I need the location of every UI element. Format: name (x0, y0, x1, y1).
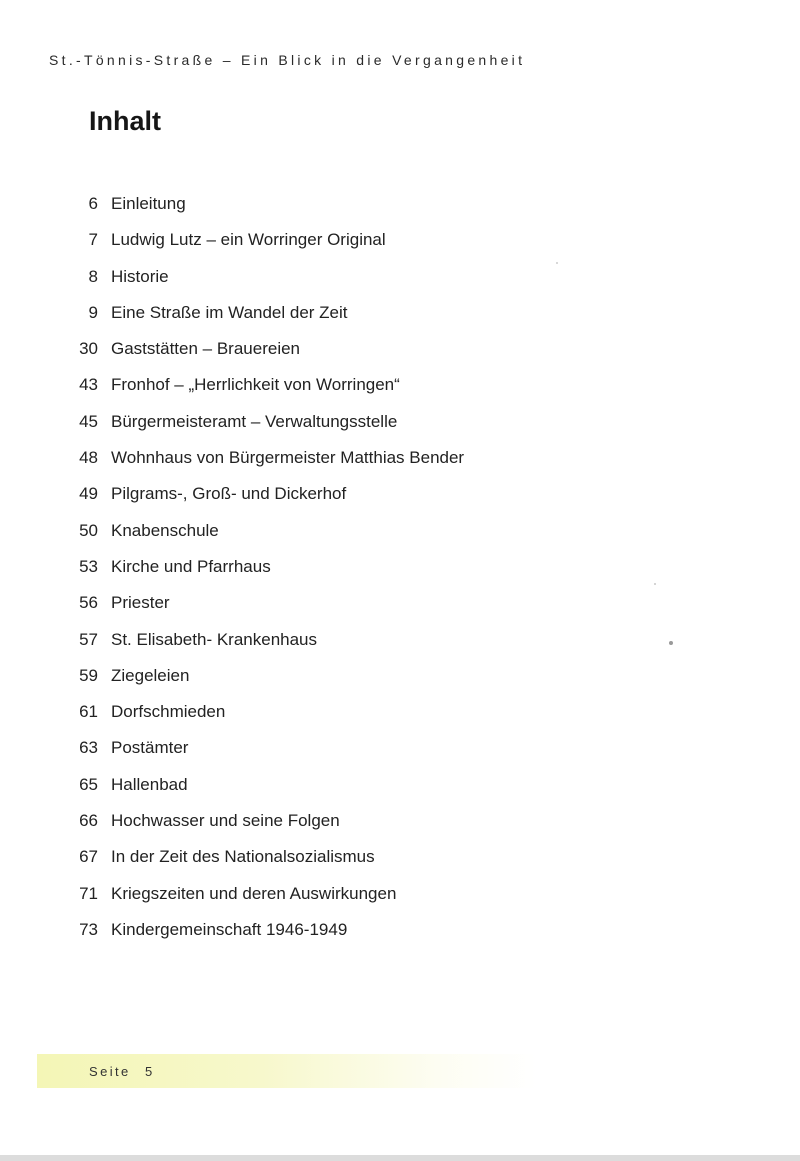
toc-entry (0, 622, 800, 658)
toc-entry (0, 295, 800, 331)
scan-speck (556, 262, 558, 264)
toc-page-number: 66 (79, 811, 98, 831)
toc-entry (0, 839, 800, 875)
toc-entry (0, 367, 800, 403)
toc-entry-title: St. Elisabeth- Krankenhaus (111, 629, 318, 649)
page-title: Inhalt (89, 106, 161, 136)
toc-entry (0, 222, 800, 258)
toc-entry-title: Pilgrams-, Groß- und Dickerhof (111, 484, 347, 504)
toc-page-number: 48 (79, 448, 98, 468)
footer-page-number: 5 (145, 1064, 153, 1079)
scan-speck (669, 641, 673, 645)
toc-entry (0, 730, 800, 766)
footer-band (37, 1054, 537, 1088)
running-header: St.-Tönnis-Straße – Ein Blick in die Vergangenheit (49, 52, 526, 68)
footer-page-label: Seite (89, 1064, 131, 1079)
toc-entry (0, 259, 800, 295)
toc-entry-title: Kriegszeiten und deren Auswirkungen (111, 883, 397, 903)
toc-page-number: 73 (79, 919, 98, 939)
toc-entry-title: Postämter (111, 738, 189, 758)
toc-page-number: 8 (88, 266, 98, 286)
toc-page-number: 57 (79, 629, 98, 649)
toc-page-number: 67 (79, 847, 98, 867)
toc-entry-title: Knabenschule (111, 520, 219, 540)
toc-entry (0, 876, 800, 912)
toc-page-number: 53 (79, 556, 98, 576)
toc-entry (0, 912, 800, 948)
toc-entry-title: Kirche und Pfarrhaus (111, 556, 271, 576)
toc-page-number: 9 (88, 302, 98, 322)
toc-entry (0, 513, 800, 549)
scan-speck (654, 583, 656, 585)
toc-entry-title: Fronhof – „Herrlichkeit von Worringen“ (111, 375, 400, 395)
toc-entry-title: Wohnhaus von Bürgermeister Matthias Bender (111, 448, 465, 468)
toc-page-number: 50 (79, 520, 98, 540)
toc-page-number: 49 (79, 484, 98, 504)
scan-edge (0, 1155, 800, 1161)
toc-entry (0, 803, 800, 839)
toc-page-number: 63 (79, 738, 98, 758)
toc-entry-title: Eine Straße im Wandel der Zeit (111, 302, 348, 322)
toc-page-number: 56 (79, 593, 98, 613)
toc-entry-title: Hochwasser und seine Folgen (111, 811, 340, 831)
toc-entry-title: Dorfschmieden (111, 702, 226, 722)
toc-entry-title: Gaststätten – Brauereien (111, 339, 301, 359)
toc-entry-title: Ludwig Lutz – ein Worringer Original (111, 230, 386, 250)
toc-page-number: 71 (79, 883, 98, 903)
toc-entry-title: Kindergemeinschaft 1946-1949 (111, 919, 348, 939)
toc-entry (0, 658, 800, 694)
toc-entry-title: Einleitung (111, 194, 186, 213)
toc-entry-title: Ziegeleien (111, 665, 190, 685)
toc-entry-title: In der Zeit des Nationalsozialismus (111, 847, 375, 867)
toc-page-number: 65 (79, 774, 98, 794)
toc-page-number: 6 (88, 194, 98, 213)
toc-entry (0, 694, 800, 730)
toc-entry (0, 767, 800, 803)
toc-entry (0, 476, 800, 512)
toc-entry-title: Hallenbad (111, 774, 188, 794)
toc-entry-title: Priester (111, 593, 170, 613)
toc-entry (0, 549, 800, 585)
toc-entry (0, 585, 800, 621)
toc-page-number: 7 (88, 230, 98, 250)
toc-entry (0, 440, 800, 476)
toc-entry-title: Historie (111, 266, 169, 286)
toc-page-number: 61 (79, 702, 98, 722)
table-of-contents (0, 186, 800, 948)
toc-entry (0, 404, 800, 440)
toc-page-number: 45 (79, 411, 98, 431)
toc-entry (0, 186, 800, 222)
toc-page-number: 30 (79, 339, 98, 359)
toc-entry-title: Bürgermeisteramt – Verwaltungsstelle (111, 411, 398, 431)
toc-page-number: 59 (79, 665, 98, 685)
toc-page-number: 43 (79, 375, 98, 395)
toc-entry (0, 331, 800, 367)
